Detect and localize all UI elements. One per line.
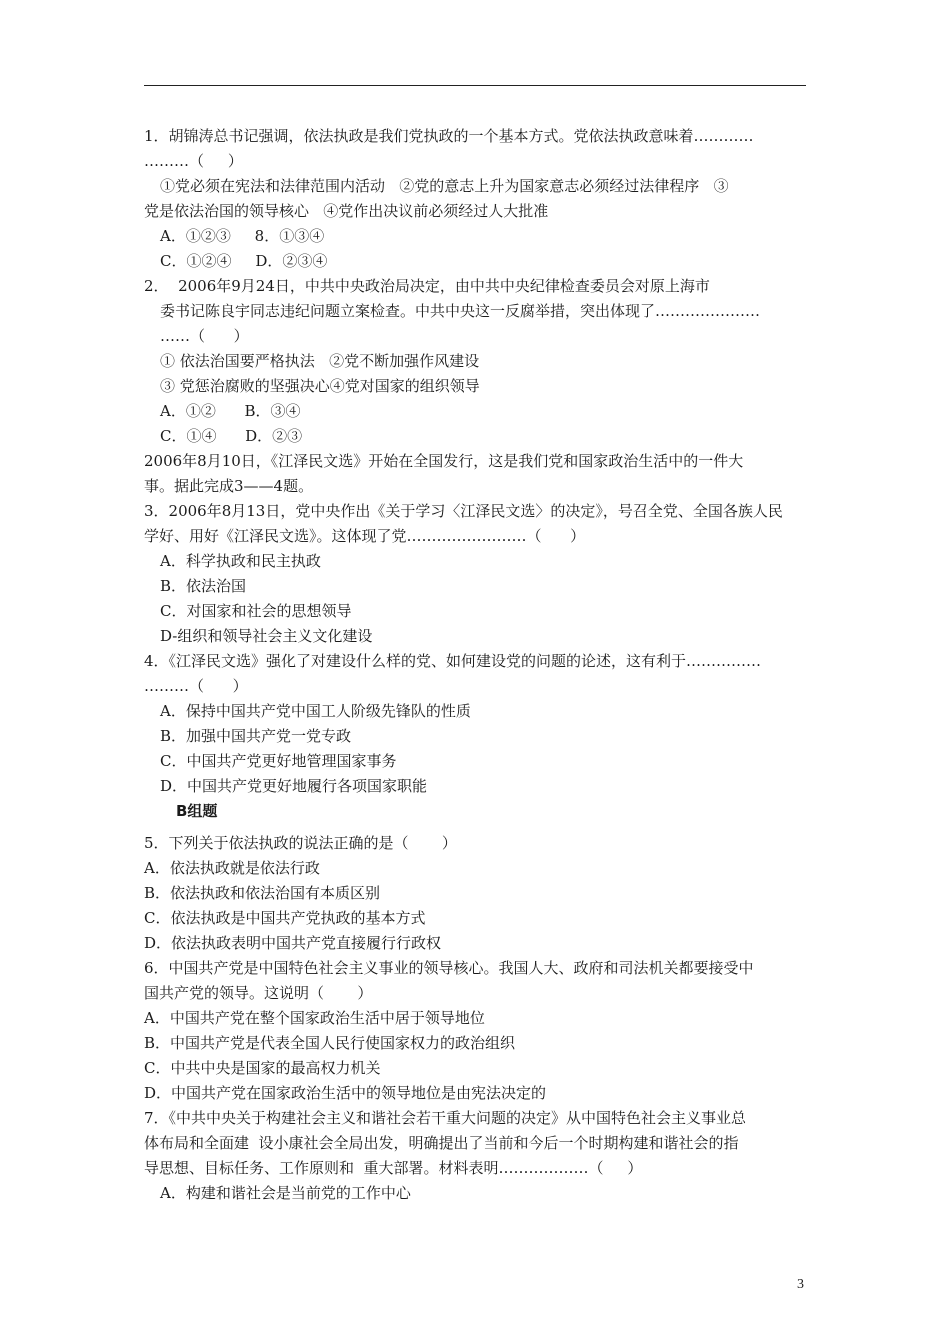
question-stem: ………（ ）	[144, 677, 248, 695]
option-c: C．中国共产党更好地管理国家事务	[160, 752, 397, 770]
option-c: C．中共中央是国家的最高权力机关	[144, 1059, 381, 1077]
option-d: D．中国共产党在国家政治生活中的领导地位是由宪法决定的	[144, 1084, 547, 1102]
option-b: B．中国共产党是代表全国人民行使国家权力的政治组织	[144, 1034, 516, 1052]
statement-line: ①党必须在宪法和法律范围内活动 ②党的意志上升为国家意志必须经过法律程序 ③	[160, 177, 729, 195]
option-d: D．依法执政表明中国共产党直接履行行政权	[144, 934, 442, 952]
question-stem: ………（ ）	[144, 152, 243, 170]
question-stem: 5．下列关于依法执政的说法正确的是（ ）	[144, 834, 457, 852]
question-stem: 1．胡锦涛总书记强调，依法执政是我们党执政的一个基本方式。党依法执政意味着…………	[144, 127, 754, 145]
option-line: A．①②③ 8．①③④	[160, 227, 325, 245]
question-stem: 6．中国共产党是中国特色社会主义事业的领导核心。我国人大、政府和司法机关都要接受中	[144, 959, 754, 977]
option-c: C．依法执政是中国共产党执政的基本方式	[144, 909, 426, 927]
question-stem: 体布局和全面建 设小康社会全局出发，明确提出了当前和今后一个时期构建和谐社会的指	[144, 1134, 739, 1152]
document-body	[144, 124, 808, 1206]
option-line: C．①④ D．②③	[160, 427, 303, 445]
option-line: C．①②④ D．②③④	[160, 252, 328, 270]
statement-line: ③ 党惩治腐败的坚强决心④党对国家的组织领导	[160, 377, 480, 395]
section-heading: B组题	[176, 802, 218, 820]
option-b: B．依法治国	[160, 577, 247, 595]
question-6	[144, 956, 808, 1106]
question-stem: ……（ ）	[160, 327, 249, 345]
question-1	[144, 124, 808, 274]
question-3	[144, 499, 808, 649]
option-d: D-组织和领导社会主义文化建设	[160, 627, 373, 645]
question-stem: 7．《中共中央关于构建社会主义和谐社会若干重大问题的决定》从中国特色社会主义事业总	[144, 1109, 747, 1127]
option-a: A．科学执政和民主执政	[160, 552, 321, 570]
intro-line: 2006年8月10日，《江泽民文选》开始在全国发行，这是我们党和国家政治生活中的一件大	[144, 452, 744, 470]
question-stem: 国共产党的领导。这说明（ ）	[144, 984, 373, 1002]
material-intro	[144, 449, 808, 499]
question-stem: 4．《江泽民文选》强化了对建设什么样的党、如何建设党的问题的论述，这有利于……………	[144, 652, 762, 670]
option-a: A．构建和谐社会是当前党的工作中心	[160, 1184, 411, 1202]
question-stem: 导思想、目标任务、工作原则和 重大部署。材料表明………………（ ）	[144, 1159, 643, 1177]
option-d: D．中国共产党更好地履行各项国家职能	[160, 777, 428, 795]
option-a: A．保持中国共产党中国工人阶级先锋队的性质	[160, 702, 471, 720]
question-7	[144, 1106, 808, 1206]
question-stem: 3．2006年8月13日，党中央作出《关于学习〈江泽民文选〉的决定》，号召全党、全国各族人民	[144, 502, 783, 520]
question-stem: 2． 2006年9月24日，中共中央政治局决定，由中共中央纪律检查委员会对原上海市	[144, 277, 710, 295]
option-a: A．中国共产党在整个国家政治生活中居于领导地位	[144, 1009, 485, 1027]
option-b: B．依法执政和依法治国有本质区别	[144, 884, 381, 902]
question-5	[144, 831, 808, 956]
question-stem: 学好、用好《江泽民文选》。这体现了党……………………（ ）	[144, 527, 586, 545]
option-c: C．对国家和社会的思想领导	[160, 602, 352, 620]
statement-line: 党是依法治国的领导核心 ④党作出决议前必须经过人大批准	[144, 202, 549, 220]
statement-line: ① 依法治国要严格执法 ②党不断加强作风建设	[160, 352, 480, 370]
question-4	[144, 649, 808, 799]
question-stem: 委书记陈良宇同志违纪问题立案检查。中共中央这一反腐举措，突出体现了…………………	[160, 302, 761, 320]
option-a: A．依法执政就是依法行政	[144, 859, 320, 877]
intro-line: 事。据此完成3——4题。	[144, 477, 314, 495]
option-line: A．①② B．③④	[160, 402, 301, 420]
header-rule	[144, 85, 806, 86]
question-2	[144, 274, 808, 449]
page-number: 3	[797, 1277, 804, 1292]
option-b: B．加强中国共产党一党专政	[160, 727, 352, 745]
